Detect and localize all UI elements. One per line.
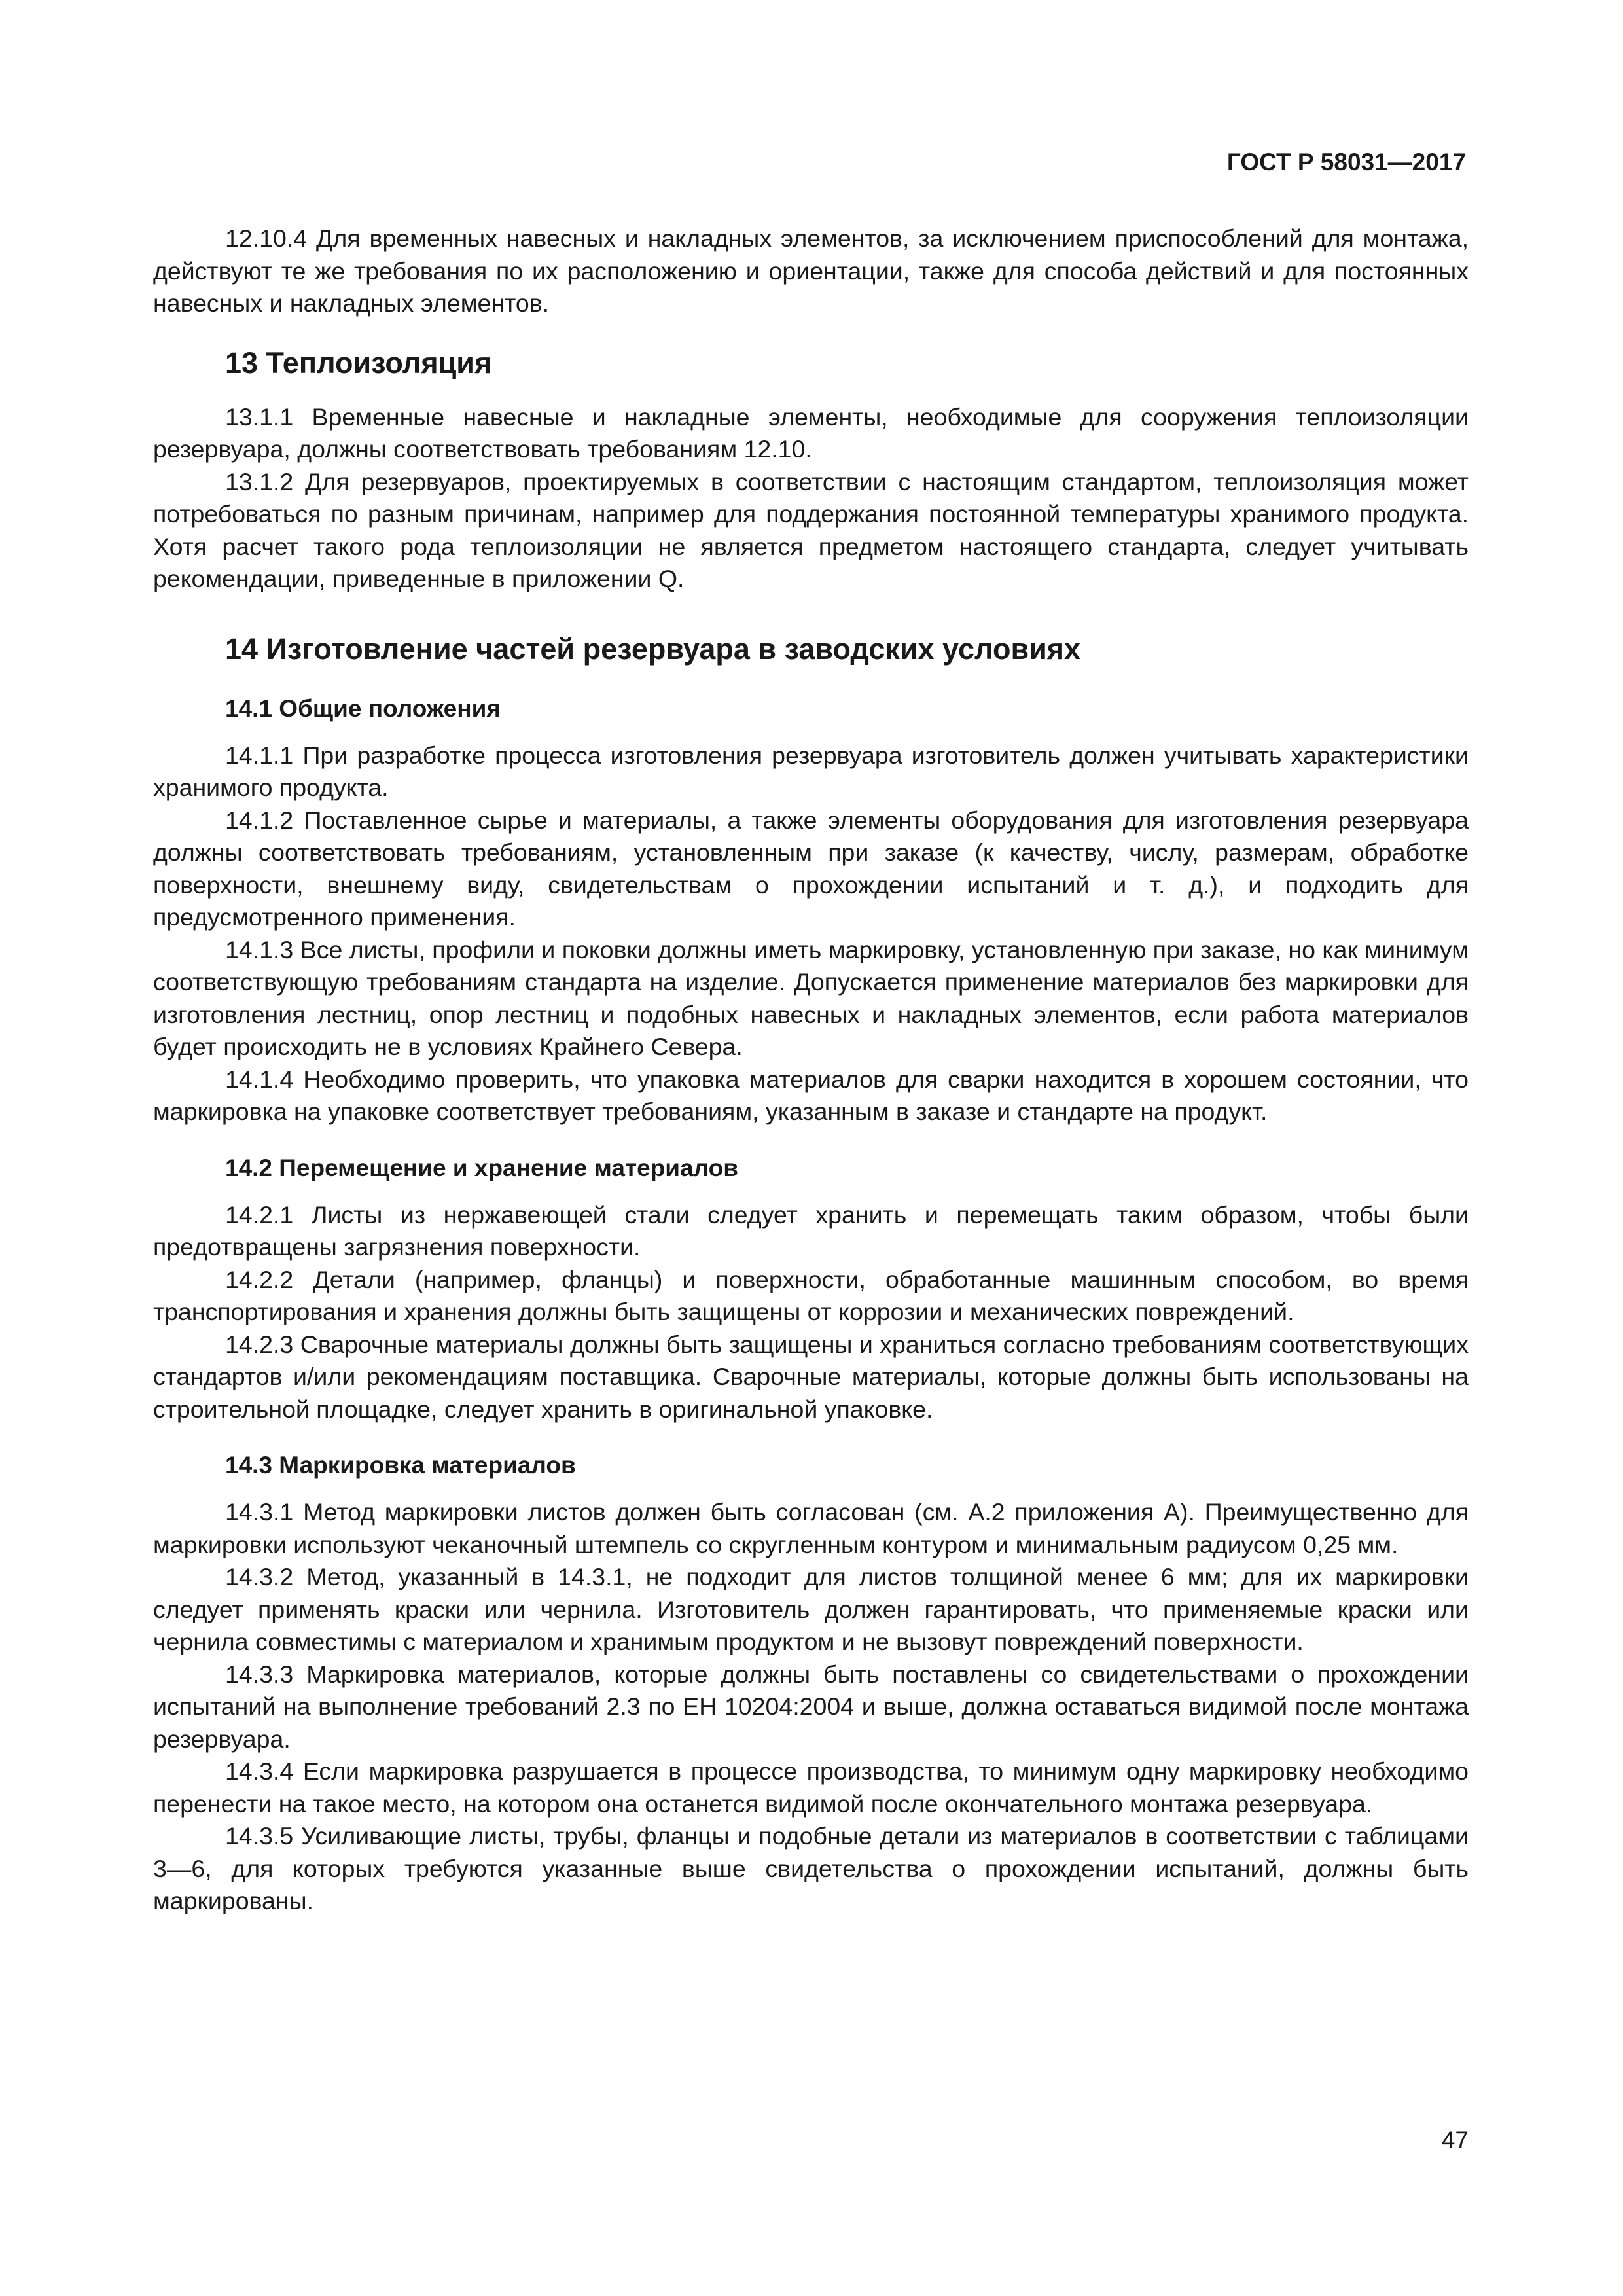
paragraph-13-1-1: 13.1.1 Временные навесные и накладные элементы, необходимые для сооружения теплоизоляции резервуара, должны соответствовать требованиям 12.10. (153, 403, 1469, 463)
paragraph-14-3-3: 14.3.3 Маркировка материалов, которые должны быть поставлены со свидетельствами о прохождении испытаний на выполнение требований 2.3 по ЕН 10204:2004 и выше, должна оставаться видимой после монтажа резервуара. (153, 1660, 1469, 1753)
paragraph-14-3-5: 14.3.5 Усиливающие листы, трубы, фланцы и подобные детали из материалов в соответствии с таблицами 3—6, для которых требуются указанные выше свидетельства о прохождении испытаний, должны быть маркированы. (153, 1822, 1469, 1914)
subsection-14-2-heading: 14.2 Перемещение и хранение материалов (225, 1154, 738, 1181)
paragraph-13-1-2: 13.1.2 Для резервуаров, проектируемых в соответствии с настоящим стандартом, теплоизоляция может потребоваться по разным причинам, например для поддержания постоянной температуры хранимого продукта. Хотя расчет такого рода теплоизоляции не является предметом настоящего стандарта, следует учитывать рекомендации, приведенные в приложении Q. (153, 467, 1469, 592)
document-body (153, 223, 1469, 1918)
paragraph-14-1-3: 14.1.3 Все листы, профили и поковки должны иметь маркировку, установленную при заказе, но как минимум соответствующую требованиям стандарта на изделие. Допускается применение материалов без маркировки для изготовления лестниц, опор лестниц и подобных навесных и накладных элементов, если работа материалов будет происходить не в условиях Крайнего Севера. (153, 935, 1469, 1060)
document-code-header: ГОСТ Р 58031—2017 (1226, 149, 1466, 175)
paragraph-14-3-4: 14.3.4 Если маркировка разрушается в процессе производства, то минимум одну маркировку необходимо перенести на такое место, на котором она останется видимой после окончательного монтажа резервуара. (153, 1757, 1469, 1818)
subsection-14-3-heading: 14.3 Маркировка материалов (225, 1452, 576, 1479)
page-number: 47 (1441, 2126, 1469, 2153)
paragraph-14-2-3: 14.2.3 Сварочные материалы должны быть защищены и храниться согласно требованиям соответствующих стандартов и/или рекомендациям поставщика. Сварочные материалы, которые должны быть использованы на строительной площадке, следует хранить в оригинальной упаковке. (153, 1330, 1469, 1423)
paragraph-14-3-2: 14.3.2 Метод, указанный в 14.3.1, не подходит для листов толщиной менее 6 мм; для их маркировки следует применять краски или чернила. Изготовитель должен гарантировать, что применяемые краски или чернила совместимы с материалом и хранимым продуктом и не вызовут повреждений поверхности. (153, 1563, 1469, 1655)
paragraph-14-2-1: 14.2.1 Листы из нержавеющей стали следует хранить и перемещать таким образом, чтобы были предотвращены загрязнения поверхности. (153, 1200, 1469, 1261)
section-14-heading: 14 Изготовление частей резервуара в заводских условиях (225, 632, 1081, 666)
section-13-heading: 13 Теплоизоляция (225, 346, 492, 380)
paragraph-14-3-1: 14.3.1 Метод маркировки листов должен быть согласован (см. А.2 приложения А). Преимущественно для маркировки используют чеканочный штемпель со скругленным контуром и минимальным радиусом 0,25 мм. (153, 1498, 1469, 1558)
paragraph-14-1-1: 14.1.1 При разработке процесса изготовления резервуара изготовитель должен учитывать характеристики хранимого продукта. (153, 741, 1469, 801)
paragraph-14-2-2: 14.2.2 Детали (например, фланцы) и поверхности, обработанные машинным способом, во время транспортирования и хранения должны быть защищены от коррозии и механических повреждений. (153, 1265, 1469, 1325)
paragraph-14-1-4: 14.1.4 Необходимо проверить, что упаковка материалов для сварки находится в хорошем состоянии, что маркировка на упаковке соответствует требованиям, указанным в заказе и стандарте на продукт. (153, 1065, 1469, 1125)
subsection-14-1-heading: 14.1 Общие положения (225, 694, 501, 722)
paragraph-12-10-4: 12.10.4 Для временных навесных и накладных элементов, за исключением приспособлений для монтажа, действуют те же требования по их расположению и ориентации, также для способа действий и для постоянных навесных и накладных элементов. (153, 224, 1469, 317)
paragraph-14-1-2: 14.1.2 Поставленное сырье и материалы, а также элементы оборудования для изготовления резервуара должны соответствовать требованиям, установленным при заказе (к качеству, числу, размерам, обработке поверхности, внешнему виду, свидетельствам о прохождении испытаний и т. д.), и подходить для предусмотренного применения. (153, 806, 1469, 931)
